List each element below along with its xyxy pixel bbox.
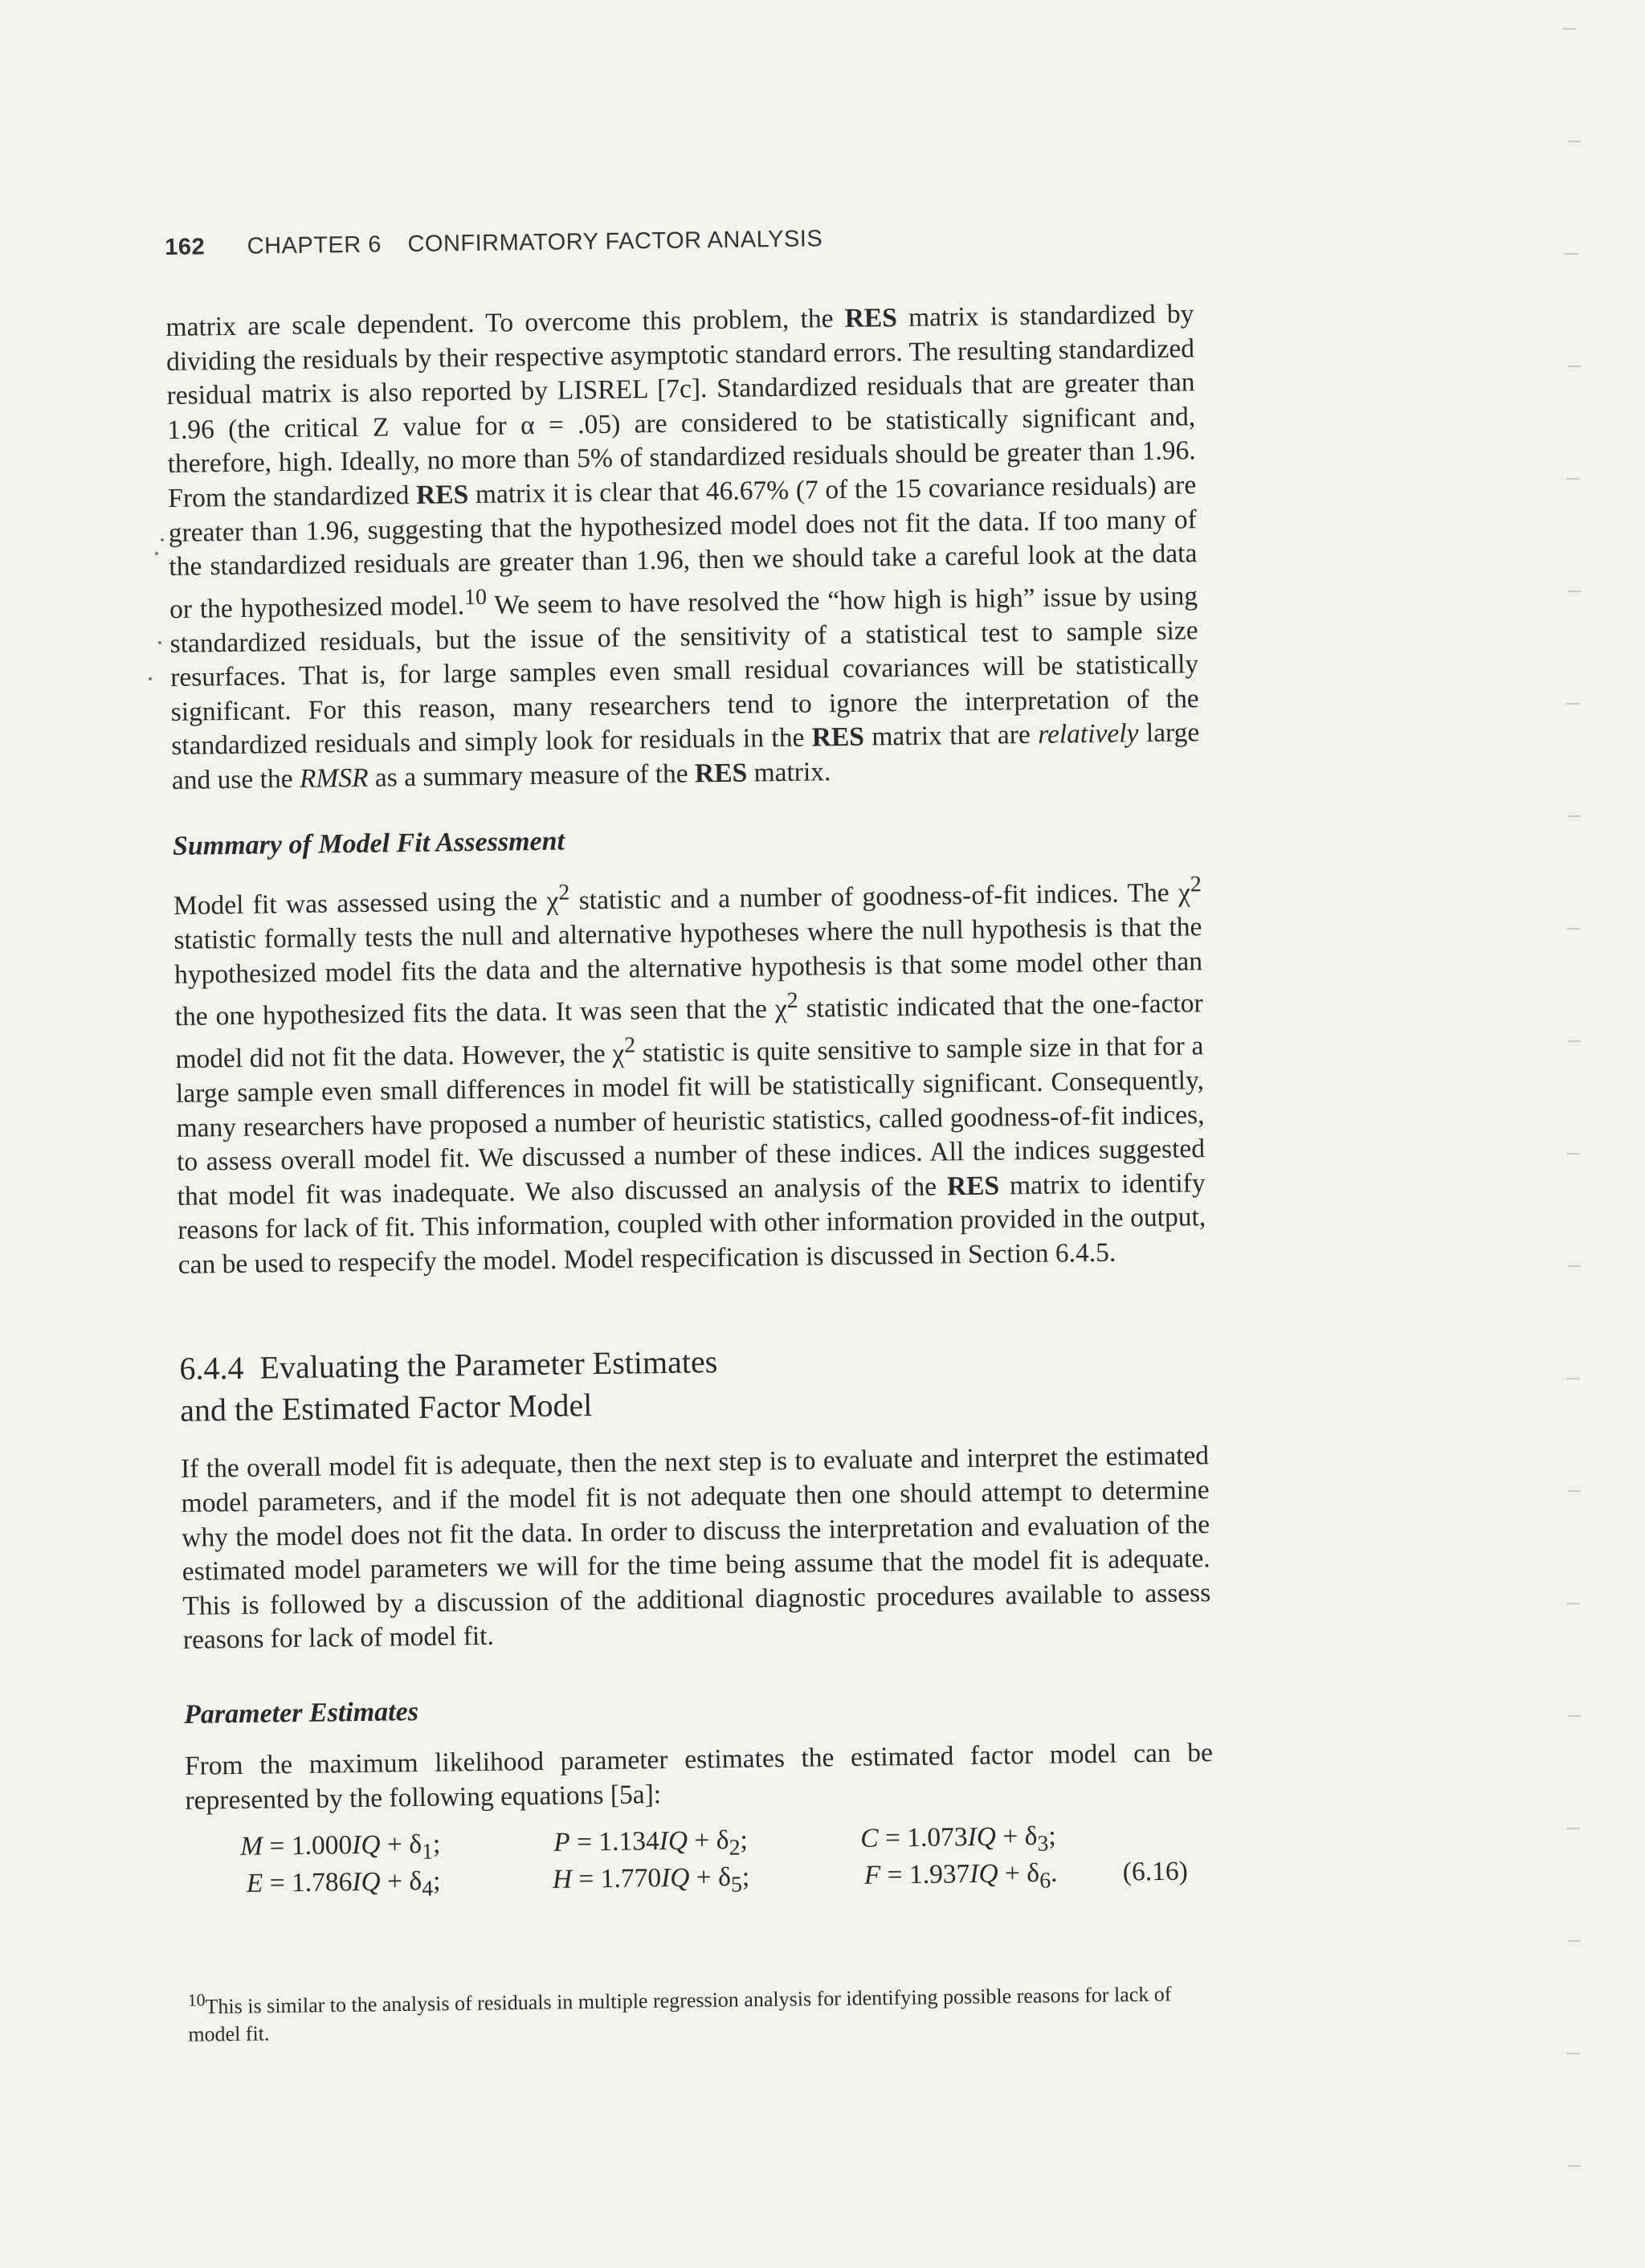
edge-mark <box>1566 1378 1579 1379</box>
edge-mark <box>1566 703 1579 705</box>
edge-mark <box>1568 2165 1581 2167</box>
scan-speck <box>155 552 158 555</box>
edge-mark <box>1563 28 1576 30</box>
equation: $F = 1.937IQ + \delta_6$. <box>863 1857 1058 1894</box>
subheading-summary: Summary of Model Fit Assessment <box>172 827 565 862</box>
equation: $M = 1.000IQ + \delta_1$; <box>240 1829 441 1865</box>
footnote-text: This is similar to the analysis of residuals in multiple regression analysis for identifying possible reasons for lack of model fit. <box>188 1982 1172 2046</box>
paragraph-standardized-residuals: matrix are scale dependent. To overcome this problem, the RES matrix is standardized by dividing the residuals by their respective asymptotic standard errors. The resulting standardized residual matrix is also reported by LISREL [7c]. Standardized residuals that are greater than 1.96 (the critical Z value for α = .05) are considered to be statistically significant and, therefore, high. Ideally, no more than 5% of standardized residuals should be greater than 1.96. From the standardized RES matrix it is clear that 46.67% (7 of the 15 covariance residuals) are greater than 1.96, suggesting that the hypothesized model does not fit the data. If too many of the standardized residuals are greater than 1.96, then we should take a careful look at the data or the hypothesized model.$^{10}$ We seem to have resolved the “how high is high” issue by using standardized residuals, but the issue of the sensitivity of a statistical test to sample size resurfaces. That is, for large samples even small residual covariances will be statistically significant. For this reason, many researchers tend to ignore the interpretation of the standardized residuals and simply look for residuals in the RES matrix that are relatively large and use the RMSR as a summary measure of the RES matrix. <box>165 299 1200 795</box>
section-title-line2: and the Estimated Factor Model <box>179 1387 593 1429</box>
equation: $C = 1.073IQ + \delta_3$; <box>859 1821 1056 1857</box>
edge-mark <box>1566 1153 1579 1154</box>
section-heading <box>179 1335 1208 1432</box>
paragraph-evaluation: If the overall model fit is adequate, then the next step is to evaluate and interpret the estimated model parameters, and if the model fit is not adequate then one should attempt to determine why the model does not fit the data. In order to discuss the interpretation and evaluation of the estimated model parameters we will for the time being assume that the model fit is adequate. This is followed by a discussion of the additional diagnostic procedures available to assess reasons for lack of model fit. <box>180 1440 1211 1656</box>
page-content <box>165 221 1216 2048</box>
equation: $E = 1.786IQ + \delta_4$; <box>246 1865 441 1902</box>
footnote-mark: 10 <box>187 1990 206 2011</box>
footnote <box>188 1973 1217 2048</box>
edge-mark <box>1565 253 1578 255</box>
edge-mark <box>1566 1828 1579 1829</box>
subheading-parameter-estimates: Parameter Estimates <box>183 1697 419 1730</box>
edge-mark <box>1568 1490 1581 1492</box>
edge-mark <box>1568 366 1581 367</box>
edge-mark <box>1566 478 1579 480</box>
edge-mark <box>1568 1265 1581 1267</box>
equation: $H = 1.770IQ + \delta_5$; <box>552 1861 750 1898</box>
edge-mark <box>1566 928 1579 930</box>
chapter-title: CONFIRMATORY FACTOR ANALYSIS <box>407 226 823 258</box>
section-number: 6.4.4 <box>179 1350 244 1387</box>
equation-block <box>186 1819 1214 1913</box>
edge-mark <box>1568 1040 1581 1042</box>
running-header <box>165 221 1193 261</box>
footnote-ref[interactable]: 10 <box>463 584 488 610</box>
edge-mark <box>1568 1940 1581 1942</box>
edge-mark <box>1568 590 1581 592</box>
edge-mark <box>1566 1603 1579 1604</box>
edge-mark <box>1568 815 1581 817</box>
page-number: 162 <box>165 234 206 260</box>
scan-speck <box>161 538 164 541</box>
chapter-label: CHAPTER 6 <box>247 231 382 259</box>
edge-mark <box>1568 1715 1581 1717</box>
equation: $P = 1.134IQ + \delta_2$; <box>553 1825 749 1861</box>
equation-number: (6.16) <box>1122 1856 1188 1887</box>
scan-speck <box>149 677 152 680</box>
paragraph-model-fit: Model fit was assessed using the $\chi^2$ statistic and a number of goodness-of-fit indices. The $\chi^2$ statistic formally tests the null and alternative hypotheses where the null hypothesis is that the hypothesized model fits the data and the alternative hypothesis is that some model other than the one hypothesized fits the data. It was seen that the $\chi^2$ statistic indicated that the one-factor model did not fit the data. However, the $\chi^2$ statistic is quite sensitive to sample size in that for a large sample even small differences in model fit will be statistically significant. Consequently, many researchers have proposed a number of heuristic statistics, called goodness-of-fit indices, to assess overall model fit. We discussed a number of these indices. All the indices suggested that model fit was inadequate. We also discussed an analysis of the RES matrix to identify reasons for lack of fit. This information, coupled with other information provided in the output, can be used to respecify the model. Model respecification is discussed in Section 6.4.5. <box>173 872 1206 1280</box>
scan-speck <box>158 641 161 644</box>
edge-mark <box>1568 141 1581 142</box>
edge-mark <box>1566 2053 1579 2054</box>
section-title-line1: Evaluating the Parameter Estimates <box>259 1343 718 1387</box>
paragraph-estimates-intro: From the maximum likelihood parameter estimates the estimated factor model can be represented by the following equations [5a]: <box>184 1738 1214 1816</box>
